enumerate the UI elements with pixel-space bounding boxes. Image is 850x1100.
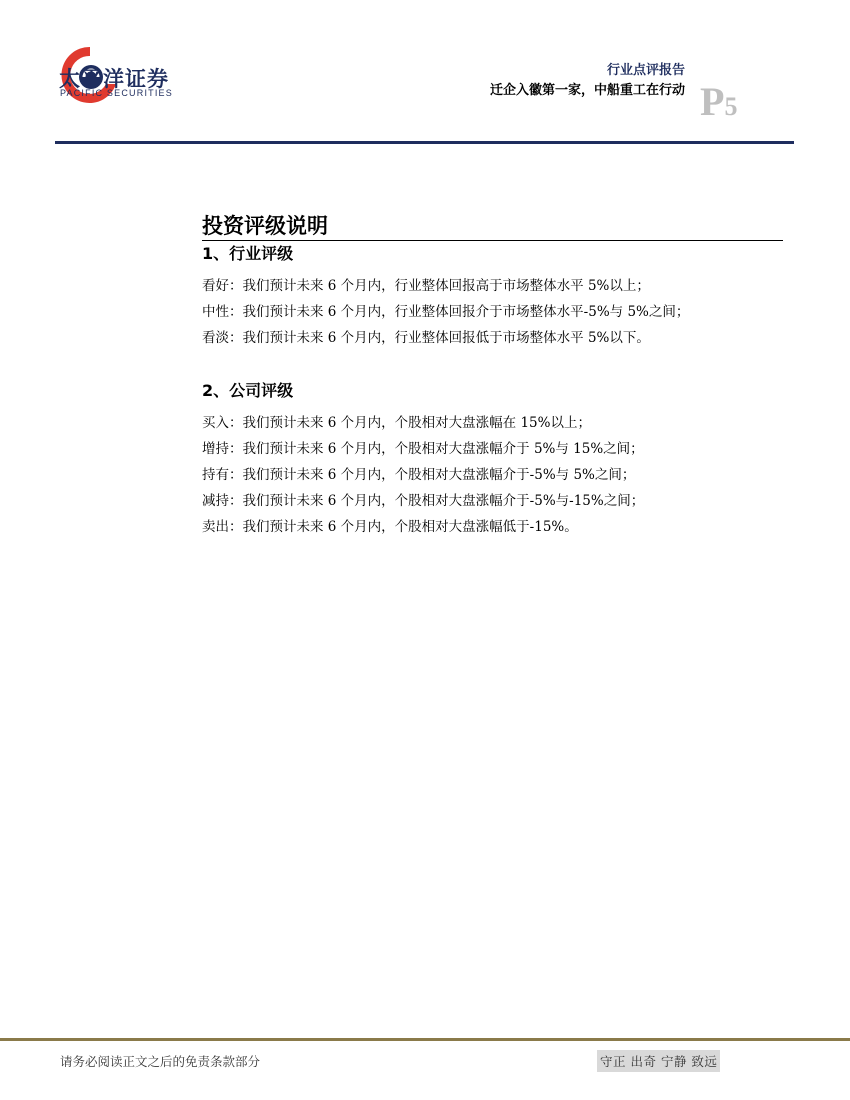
rating-label: 增持：	[202, 441, 243, 457]
rating-text: 我们预计未来 6 个月内，个股相对大盘涨幅介于 5%与 15%之间；	[242, 441, 644, 457]
logo-name-en: PACIFIC SECURITIES	[60, 88, 173, 98]
footer-disclaimer: 请务必阅读正文之后的免责条款部分	[60, 1054, 261, 1069]
rating-explanation	[202, 212, 783, 540]
rating-text: 我们预计未来 6 个月内，个股相对大盘涨幅介于-5%与 5%之间；	[242, 467, 636, 483]
list-item	[202, 514, 783, 540]
rating-label: 看好：	[202, 278, 243, 294]
company-rating-list	[202, 410, 783, 540]
footer-motto: 守正 出奇 宁静 致远	[597, 1050, 720, 1072]
rating-label: 买入：	[202, 415, 243, 431]
rating-label: 持有：	[202, 467, 243, 483]
rating-text: 我们预计未来 6 个月内，行业整体回报介于市场整体水平-5%与 5%之间；	[242, 304, 690, 320]
rating-text: 我们预计未来 6 个月内，行业整体回报高于市场整体水平 5%以上；	[242, 278, 650, 294]
rating-label: 卖出：	[202, 519, 243, 535]
list-item	[202, 462, 783, 488]
rating-text: 我们预计未来 6 个月内，个股相对大盘涨幅在 15%以上；	[242, 415, 591, 431]
list-item	[202, 410, 783, 436]
header-divider	[55, 141, 794, 144]
rating-label: 看淡：	[202, 330, 243, 346]
company-rating-title: 2、公司评级	[202, 381, 294, 400]
rating-text: 我们预计未来 6 个月内，个股相对大盘涨幅介于-5%与-15%之间；	[242, 493, 645, 509]
industry-rating-list	[202, 273, 783, 351]
rating-text: 我们预计未来 6 个月内，行业整体回报低于市场整体水平 5%以下。	[242, 330, 650, 346]
list-item	[202, 299, 783, 325]
rating-label: 中性：	[202, 304, 243, 320]
report-title: 迁企入徽第一家，中船重工在行动	[489, 83, 685, 98]
rating-label: 减持：	[202, 493, 243, 509]
logo-name-cn: 太平洋证券	[59, 67, 169, 91]
page-digit: 5	[724, 92, 738, 121]
list-item	[202, 488, 783, 514]
list-item	[202, 273, 783, 299]
list-item	[202, 436, 783, 462]
section-title: 投资评级说明	[202, 212, 783, 241]
page-prefix: P	[700, 79, 725, 124]
list-item	[202, 325, 783, 351]
page-number	[700, 78, 737, 125]
rating-text: 我们预计未来 6 个月内，个股相对大盘涨幅低于-15%。	[242, 519, 578, 535]
footer-divider	[0, 1038, 850, 1041]
report-type: 行业点评报告	[606, 63, 685, 78]
industry-rating-title: 1、行业评级	[202, 244, 294, 263]
